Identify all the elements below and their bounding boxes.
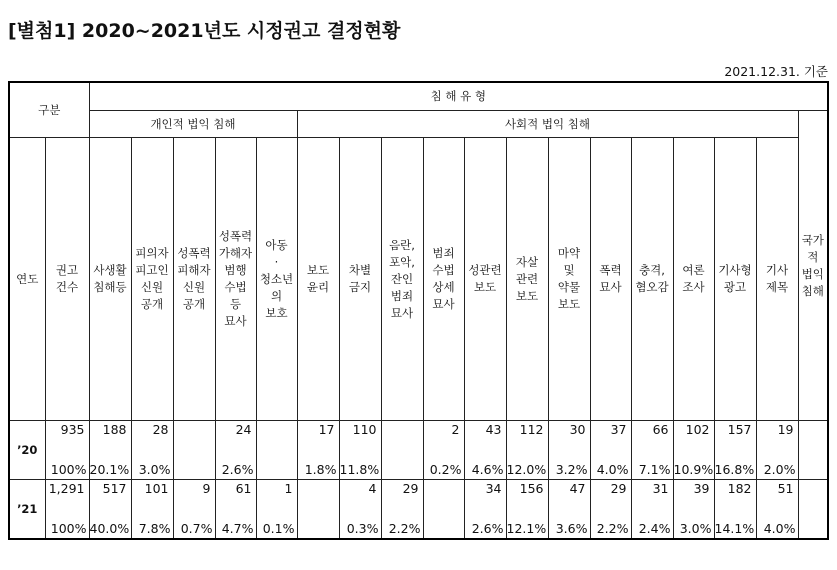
cell-count: 19	[777, 422, 794, 437]
data-cell	[381, 421, 423, 480]
cell-count: 157	[727, 422, 752, 437]
table-row	[9, 421, 828, 480]
cell-count	[298, 480, 339, 498]
cell-count: 47	[569, 481, 586, 496]
year-cell: ’20	[9, 421, 45, 480]
cell-percent: 7.8%	[138, 521, 171, 536]
cell-percent: 4.0%	[596, 462, 629, 477]
data-cell	[673, 421, 714, 480]
cell-percent: 20.1%	[89, 462, 130, 477]
cell-count	[799, 480, 828, 498]
column-header: 성폭력 피해자 신원 공개	[173, 138, 215, 421]
cell-percent: 2.2%	[388, 521, 421, 536]
data-cell	[464, 421, 506, 480]
cell-count: 29	[610, 481, 627, 496]
data-cell	[173, 480, 215, 540]
cell-percent: 10.9%	[673, 462, 714, 477]
cell-percent: 11.8%	[339, 462, 380, 477]
cell-percent: 0.7%	[180, 521, 213, 536]
cell-percent	[382, 461, 423, 479]
column-header: 자살 관련 보도	[506, 138, 548, 421]
cell-percent: 3.0%	[679, 521, 712, 536]
cell-percent	[174, 461, 215, 479]
header-individual-group: 개인적 법익 침해	[89, 111, 297, 138]
data-cell	[631, 480, 673, 540]
data-cell	[590, 421, 631, 480]
data-cell	[89, 421, 131, 480]
cell-percent: 7.1%	[638, 462, 671, 477]
header-infringement-type: 침 해 유 형	[89, 82, 828, 111]
column-header: 마약 및 약물 보도	[548, 138, 590, 421]
column-header: 범죄 수법 상세 묘사	[423, 138, 464, 421]
cell-count: 517	[102, 481, 127, 496]
column-header: 음란, 포악, 잔인 범죄 묘사	[381, 138, 423, 421]
column-header: 보도 윤리	[297, 138, 339, 421]
cell-count	[174, 421, 215, 439]
year-cell: ’21	[9, 480, 45, 540]
header-gubun: 구분	[9, 82, 89, 138]
data-cell	[548, 421, 590, 480]
cell-count: 102	[685, 422, 710, 437]
data-cell	[464, 480, 506, 540]
header-social-group: 사회적 법익 침해	[297, 111, 798, 138]
cell-percent: 0.1%	[262, 521, 295, 536]
cell-percent: 4.7%	[221, 521, 254, 536]
header-national: 국가 적 법익 침해	[798, 111, 828, 421]
data-cell	[506, 421, 548, 480]
data-cell	[131, 421, 173, 480]
cell-percent	[799, 461, 828, 479]
cell-count	[382, 421, 423, 439]
data-cell	[173, 421, 215, 480]
cell-count: 66	[652, 422, 669, 437]
data-cell	[506, 480, 548, 540]
data-cell	[215, 480, 256, 540]
cell-percent	[298, 520, 339, 538]
page-title: [별첨1] 2020~2021년도 시정권고 결정현황	[8, 20, 401, 42]
cell-count: 2	[451, 422, 460, 437]
data-cell	[756, 480, 798, 540]
cell-percent: 12.1%	[506, 521, 547, 536]
column-header: 성관련 보도	[464, 138, 506, 421]
cell-count: 39	[693, 481, 710, 496]
column-header: 성폭력 가해자 범행 수법 등 묘사	[215, 138, 256, 421]
cell-count	[257, 421, 297, 439]
cell-count: 156	[519, 481, 544, 496]
cell-count: 9	[202, 481, 211, 496]
cell-count: 182	[727, 481, 752, 496]
cell-count: 24	[235, 422, 252, 437]
cell-count: 51	[777, 481, 794, 496]
data-cell	[798, 480, 828, 540]
cell-count: 31	[652, 481, 669, 496]
data-cell	[714, 480, 756, 540]
cell-count: 29	[402, 481, 419, 496]
cell-percent: 40.0%	[89, 521, 130, 536]
column-header: 기사 제목	[756, 138, 798, 421]
cell-count	[799, 421, 828, 439]
column-header: 여론 조사	[673, 138, 714, 421]
cell-count	[424, 480, 464, 498]
data-cell	[256, 480, 297, 540]
cell-percent: 100%	[50, 521, 87, 536]
cell-percent: 4.6%	[471, 462, 504, 477]
cell-percent: 2.0%	[763, 462, 796, 477]
cell-count: 34	[485, 481, 502, 496]
cell-percent: 4.0%	[763, 521, 796, 536]
cell-percent: 100%	[50, 462, 87, 477]
data-cell	[423, 480, 464, 540]
cell-count: 110	[352, 422, 377, 437]
cell-percent: 12.0%	[506, 462, 547, 477]
cell-count: 1,291	[48, 481, 85, 496]
data-cell	[381, 480, 423, 540]
column-header: 사생활 침해등	[89, 138, 131, 421]
header-year: 연도	[9, 138, 45, 421]
cell-percent: 0.3%	[346, 521, 379, 536]
cell-count: 1	[284, 481, 293, 496]
column-header: 차별 금지	[339, 138, 381, 421]
data-cell	[590, 480, 631, 540]
cell-count: 30	[569, 422, 586, 437]
data-cell	[131, 480, 173, 540]
data-cell	[297, 480, 339, 540]
cell-count: 17	[318, 422, 335, 437]
cell-count: 188	[102, 422, 127, 437]
data-cell	[89, 480, 131, 540]
cell-percent: 2.2%	[596, 521, 629, 536]
cell-count: 43	[485, 422, 502, 437]
cell-percent: 0.2%	[429, 462, 462, 477]
total-cell	[45, 480, 89, 540]
cell-percent: 14.1%	[714, 521, 755, 536]
cell-percent: 2.6%	[471, 521, 504, 536]
cell-percent: 2.4%	[638, 521, 671, 536]
cell-percent: 3.6%	[555, 521, 588, 536]
cell-count: 37	[610, 422, 627, 437]
data-cell	[339, 421, 381, 480]
cell-percent: 3.0%	[138, 462, 171, 477]
column-header: 기사형 광고	[714, 138, 756, 421]
data-cell	[215, 421, 256, 480]
cell-count: 101	[144, 481, 169, 496]
cell-percent: 1.8%	[304, 462, 337, 477]
column-header: 폭력 묘사	[590, 138, 631, 421]
column-header: 아동 · 청소년 의 보호	[256, 138, 297, 421]
data-cell	[297, 421, 339, 480]
cell-count: 28	[152, 422, 169, 437]
cell-percent: 16.8%	[714, 462, 755, 477]
cell-percent: 2.6%	[221, 462, 254, 477]
cell-percent: 3.2%	[555, 462, 588, 477]
column-header: 피의자 피고인 신원 공개	[131, 138, 173, 421]
cell-count: 112	[519, 422, 544, 437]
cell-percent	[257, 461, 297, 479]
header-count: 권고 건수	[45, 138, 89, 421]
cell-count: 935	[60, 422, 85, 437]
data-cell	[339, 480, 381, 540]
data-cell	[673, 480, 714, 540]
data-cell	[423, 421, 464, 480]
data-cell	[798, 421, 828, 480]
table-row	[9, 480, 828, 540]
cell-percent	[424, 520, 464, 538]
total-cell	[45, 421, 89, 480]
data-cell	[714, 421, 756, 480]
cell-count: 61	[235, 481, 252, 496]
cell-percent	[799, 520, 828, 538]
decision-status-table	[8, 81, 829, 540]
column-header: 충격, 혐오감	[631, 138, 673, 421]
cell-count: 4	[368, 481, 377, 496]
data-cell	[548, 480, 590, 540]
data-cell	[756, 421, 798, 480]
basis-date: 2021.12.31. 기준	[724, 64, 828, 79]
data-cell	[256, 421, 297, 480]
data-cell	[631, 421, 673, 480]
